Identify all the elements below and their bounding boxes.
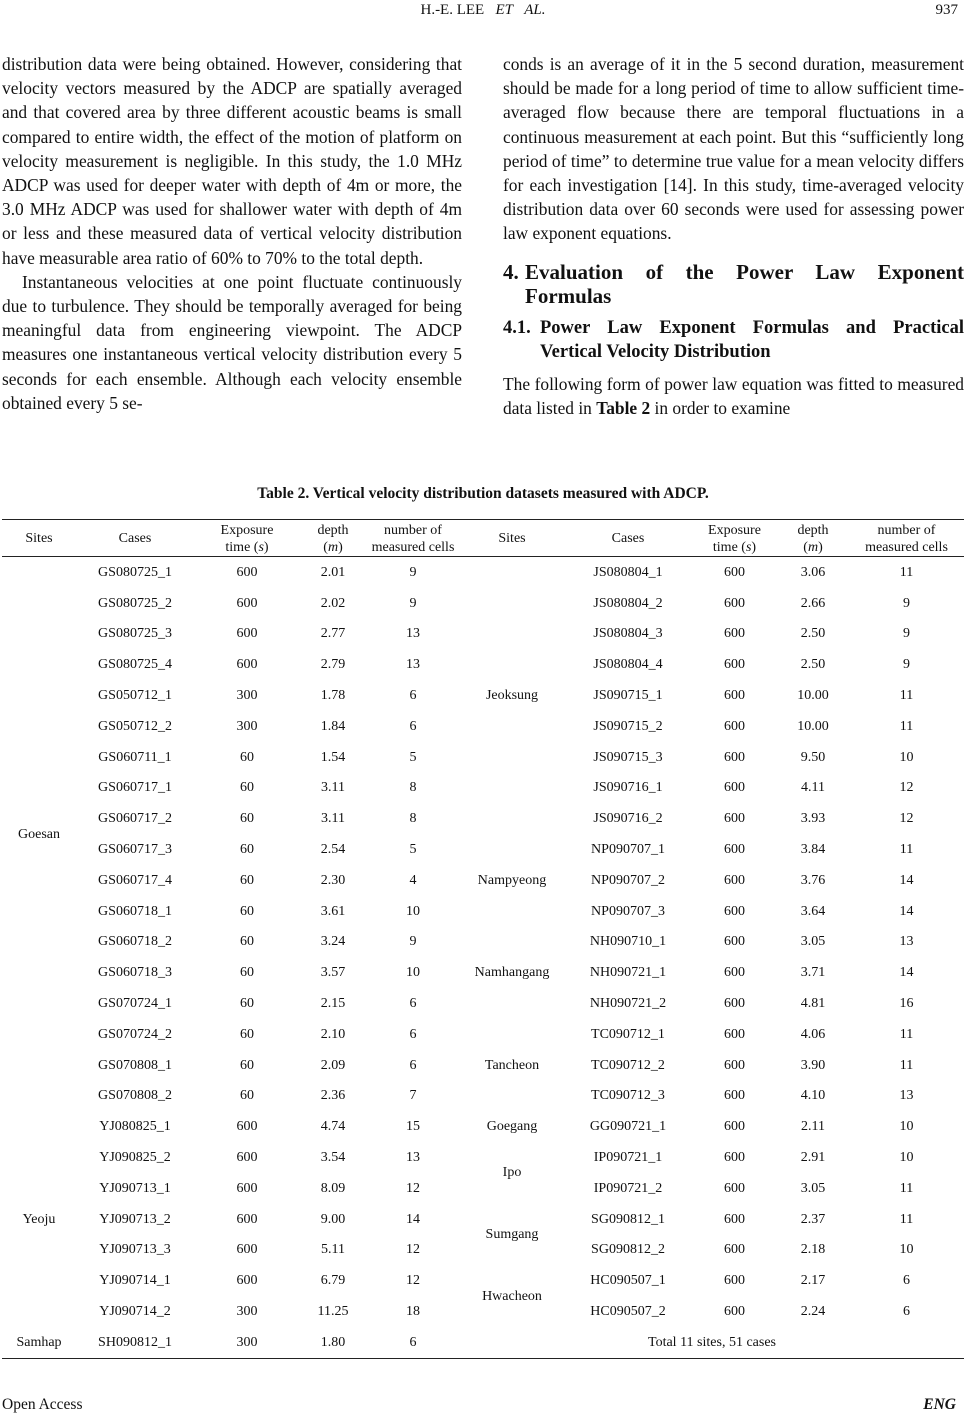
left-cells-cell: 5: [409, 842, 417, 858]
right-depth-cell: 3.90: [800, 1057, 826, 1073]
left-cells-cell: 6: [409, 1057, 417, 1073]
left-cells-cell: 6: [409, 718, 417, 734]
right-depth-cell: 4.11: [801, 780, 825, 796]
right-cells-cell: 6: [903, 1304, 910, 1320]
left-exposure-cell: 60: [240, 842, 254, 858]
subsection-number: 4.1.: [503, 317, 531, 338]
left-cells-cell: 10: [406, 965, 420, 981]
left-case-cell: GS080725_3: [98, 626, 172, 642]
left-exposure-cell: 600: [236, 564, 258, 580]
site-name-cell: Yeoju: [22, 1211, 56, 1227]
right-depth-cell: 4.81: [800, 996, 826, 1012]
right-cells-cell: 13: [899, 1088, 914, 1104]
header-depth-close: ): [818, 539, 823, 555]
left-cells-cell: 18: [406, 1304, 420, 1320]
left-case-cell: YJ090713_2: [99, 1211, 171, 1227]
subsection-title: Power Law Exponent Formulas and Practical Vertical Velocity Distribution: [540, 317, 964, 362]
right-exposure-cell: 600: [724, 688, 745, 704]
left-case-cell: GS050712_1: [98, 688, 172, 704]
header-exposure-label: Exposure: [708, 522, 761, 538]
header-depth-label: depth: [317, 522, 349, 538]
left-exposure-cell: 600: [236, 657, 258, 673]
right-depth-cell: 10.00: [797, 688, 829, 704]
left-cells-cell: 6: [409, 1026, 417, 1042]
right-exposure-cell: 600: [724, 1211, 745, 1227]
right-exposure-cell: 600: [724, 965, 745, 981]
right-exposure-cell: 600: [724, 934, 745, 950]
left-exposure-cell: 60: [240, 811, 254, 827]
left-depth-cell: 3.24: [320, 934, 346, 950]
left-cells-cell: 12: [406, 1180, 420, 1196]
right-cells-cell: 13: [899, 934, 914, 950]
header-exposure: [194, 520, 300, 557]
left-cells-cell: 10: [406, 903, 420, 919]
left-depth-cell: 2.30: [320, 872, 346, 888]
p2-text-end: in order to examine: [650, 397, 791, 418]
running-head-al: AL.: [524, 2, 546, 18]
left-depth-cell: 4.74: [320, 1119, 346, 1135]
right-exposure-cell: 600: [724, 657, 745, 673]
site-name-cell: Tancheon: [484, 1057, 540, 1073]
left-depth-cell: 9.00: [320, 1211, 346, 1227]
right-depth-cell: 4.10: [800, 1088, 826, 1104]
right-depth-cell: 10.00: [797, 718, 829, 734]
right-exposure-cell: 600: [724, 595, 745, 611]
header-exposure-unit: s: [745, 539, 752, 555]
header-cells-label-2: measured cells: [865, 539, 948, 555]
left-case-cell: SH090812_1: [76, 1327, 194, 1358]
right-exposure-cell: 600: [724, 1180, 745, 1196]
left-cells-cell: 6: [409, 996, 417, 1012]
header-sites-2: Sites: [460, 520, 564, 557]
right-case-cell: NH090721_1: [589, 965, 667, 981]
left-depth-cell: 1.84: [320, 718, 346, 734]
left-cells-cell: 4: [409, 872, 417, 888]
right-exposure-cell: 600: [724, 1273, 745, 1289]
right-depth-cell: 3.64: [800, 903, 826, 919]
left-case-cell: GS070808_1: [98, 1057, 172, 1073]
right-depth-cell: 2.50: [800, 657, 826, 673]
left-cells-cell: 9: [409, 934, 417, 950]
left-exposure-cell: 300: [236, 688, 258, 704]
right-depth-cell: 3.71: [800, 965, 826, 981]
table-row: [2, 1111, 964, 1142]
left-cells-cell: 8: [409, 780, 417, 796]
left-exposure-cell: 60: [240, 749, 254, 765]
right-depth-cell: 9.50: [800, 749, 826, 765]
right-depth-cell: 2.66: [800, 595, 826, 611]
right-cells-cell: 9: [903, 626, 910, 642]
right-exposure-cell: 600: [724, 626, 745, 642]
left-depth-cell: 2.10: [320, 1026, 346, 1042]
right-cells-cell: 11: [899, 1026, 914, 1042]
site-name-cell: Ipo: [502, 1165, 522, 1181]
table-reference: Table 2: [596, 397, 651, 418]
section-heading: [503, 260, 964, 308]
site-name-cell: Namhangang: [474, 965, 550, 981]
left-case-cell: GS060718_1: [98, 903, 172, 919]
table-row: [2, 1265, 964, 1296]
right-case-cell: SG090812_2: [591, 1242, 665, 1258]
right-cells-cell: 11: [899, 564, 914, 580]
right-case-cell: JS090715_1: [593, 688, 663, 704]
left-exposure-cell: 60: [240, 996, 254, 1012]
right-case-cell: JS090716_1: [593, 780, 663, 796]
left-case-cell: GS060718_3: [98, 965, 172, 981]
left-cells-cell: 12: [406, 1273, 420, 1289]
header-depth-close: ): [338, 539, 343, 555]
left-case-cell: GS070724_2: [98, 1026, 172, 1042]
site-name-cell: Goesan: [18, 826, 60, 842]
left-depth-cell: 11.25: [317, 1304, 349, 1320]
header-sites: Sites: [2, 520, 76, 557]
left-depth-cell: 5.11: [321, 1242, 345, 1258]
data-table: [2, 519, 964, 1359]
header-cells-label-1: number of: [877, 522, 936, 538]
header-depth-unit: m: [807, 539, 819, 555]
total-summary: Total 11 sites, 51 cases: [460, 1327, 964, 1358]
left-depth-cell: 2.09: [320, 1057, 346, 1073]
right-cells-cell: 14: [899, 965, 914, 981]
left-case-cell: YJ090714_1: [99, 1273, 171, 1289]
right-exposure-cell: 600: [724, 1242, 745, 1258]
right-exposure-cell: 600: [724, 1088, 745, 1104]
left-cells-cell: 5: [409, 749, 417, 765]
right-cells-cell: 14: [899, 872, 914, 888]
left-cells-cell: 13: [406, 657, 420, 673]
left-depth-cell: 3.61: [320, 903, 346, 919]
right-paragraph-2: [503, 372, 964, 420]
left-case-cell: GS050712_2: [98, 718, 172, 734]
footer-journal: ENG: [923, 1396, 956, 1413]
right-exposure-cell: 600: [724, 718, 745, 734]
right-cells-cell: 9: [903, 657, 910, 673]
left-case-cell: GS060711_1: [98, 749, 172, 765]
left-depth-cell: 2.02: [320, 595, 346, 611]
left-exposure-cell: 60: [240, 780, 254, 796]
left-case-cell: GS080725_1: [98, 564, 172, 580]
left-case-cell: GS060717_2: [98, 811, 172, 827]
header-cells-label-1: number of: [384, 522, 442, 538]
left-case-cell: GS060717_4: [98, 872, 172, 888]
left-case-cell: YJ090713_1: [99, 1180, 171, 1196]
header-cells-label-2: measured cells: [371, 539, 455, 555]
left-case-cell: GS080725_2: [98, 595, 172, 611]
right-cells-cell: 10: [899, 1242, 914, 1258]
table-row: [2, 1142, 964, 1173]
left-exposure-cell: 60: [240, 934, 254, 950]
right-case-cell: JS090716_2: [593, 811, 663, 827]
header-exposure-label: Exposure: [220, 522, 274, 538]
right-case-cell: NP090707_1: [591, 842, 665, 858]
left-depth-cell: 2.15: [320, 996, 346, 1012]
right-exposure-cell: 600: [724, 1304, 745, 1320]
left-depth-cell: 3.11: [321, 811, 345, 827]
left-case-cell: GS060718_2: [98, 934, 172, 950]
right-cells-cell: 10: [899, 1119, 914, 1135]
running-head: [0, 2, 966, 19]
site-name-cell: Nampyeong: [477, 872, 547, 888]
header-exposure-time: time (: [225, 539, 259, 555]
table-row: [2, 557, 964, 588]
right-cells-cell: 11: [899, 1180, 914, 1196]
header-exposure-close: ): [751, 539, 757, 555]
header-exposure-time: time (: [712, 539, 746, 555]
left-exposure-cell: 60: [240, 1088, 254, 1104]
left-cells-cell: 12: [406, 1242, 420, 1258]
left-case-cell: GS070808_2: [98, 1088, 172, 1104]
right-case-cell: GG090721_1: [589, 1119, 667, 1135]
left-exposure-cell: 300: [194, 1327, 300, 1358]
right-case-cell: NP090707_3: [591, 903, 665, 919]
header-depth: [300, 520, 366, 557]
left-case-cell: GS060717_3: [98, 842, 172, 858]
left-cells-cell: 8: [409, 811, 417, 827]
p2-text-start: The following form of power law equation was fitted to measured data listed in: [503, 373, 964, 418]
table-row: [2, 1019, 964, 1050]
site-name-cell: Hwacheon: [482, 1288, 542, 1304]
right-depth-cell: 2.50: [800, 626, 826, 642]
right-case-cell: IP090721_2: [593, 1180, 663, 1196]
right-case-cell: JS090715_2: [593, 718, 663, 734]
header-cells-2: [849, 520, 964, 557]
header-cases: Cases: [76, 520, 194, 557]
site-name-cell: Sumgang: [485, 1227, 539, 1243]
left-exposure-cell: 600: [236, 1150, 258, 1166]
right-depth-cell: 2.18: [800, 1242, 826, 1258]
right-case-cell: JS080804_3: [593, 626, 663, 642]
left-exposure-cell: 600: [236, 1119, 258, 1135]
left-exposure-cell: 300: [236, 1304, 258, 1320]
left-exposure-cell: 60: [240, 903, 254, 919]
right-case-cell: NH090721_2: [589, 996, 667, 1012]
right-cells-cell: 14: [899, 903, 914, 919]
right-cells-cell: 9: [903, 595, 910, 611]
header-depth-open: (: [323, 539, 328, 555]
left-case-cell: YJ090825_2: [99, 1150, 171, 1166]
right-cells-cell: 11: [899, 1057, 914, 1073]
right-exposure-cell: 600: [724, 996, 745, 1012]
right-case-cell: JS080804_4: [593, 657, 663, 673]
left-cells-cell: 15: [406, 1119, 420, 1135]
header-exposure-close: ): [263, 539, 269, 555]
right-depth-cell: 3.93: [800, 811, 826, 827]
header-depth-open: (: [803, 539, 808, 555]
right-depth-cell: 2.11: [801, 1119, 825, 1135]
left-depth-cell: 2.77: [320, 626, 346, 642]
running-head-et: ET: [495, 2, 513, 18]
right-paragraph-1: conds is an average of it in the 5 second duration, measurement should be made for a long period of time to allow sufficient time-averaged flow because there are temporal fluctuations in a continuous measurement at each point. But this “sufficiently long period of time” to determine true value for a mean velocity differs for each investigation [14]. In this study, time-averaged velocity distribution data over 60 seconds were used for assessing power law exponent equations.: [503, 54, 964, 244]
page-header: [0, 2, 966, 24]
header-exposure-unit: s: [258, 539, 264, 555]
right-exposure-cell: 600: [724, 872, 745, 888]
right-case-cell: TC090712_2: [591, 1057, 665, 1073]
right-case-cell: TC090712_1: [591, 1026, 665, 1042]
header-cells: [366, 520, 460, 557]
right-depth-cell: 3.76: [800, 872, 826, 888]
site-name-cell: Jeoksung: [485, 688, 539, 704]
header-depth-unit: m: [327, 539, 339, 555]
left-depth-cell: 6.79: [320, 1273, 346, 1289]
right-case-cell: HC090507_1: [590, 1273, 666, 1289]
right-case-cell: SG090812_1: [591, 1211, 665, 1227]
header-depth-2: [777, 520, 849, 557]
right-case-cell: TC090712_3: [591, 1088, 665, 1104]
left-exposure-cell: 600: [236, 1180, 258, 1196]
right-cells-cell: 12: [899, 780, 914, 796]
right-cells-cell: 11: [899, 1211, 914, 1227]
right-exposure-cell: 600: [724, 842, 745, 858]
left-depth-cell: 2.01: [320, 564, 346, 580]
left-depth-cell: 1.78: [320, 688, 346, 704]
table-row: [2, 1204, 964, 1235]
left-paragraph-2: Instantaneous velocities at one point fluctuate continuously due to turbulence. They should be temporally averaged for being meaningful data from engineering viewpoint. The ADCP measures one instantaneous vertical velocity distribution every 5 seconds for each ensemble. Although each velocity ensemble obtained every 5 se-: [2, 271, 462, 413]
left-case-cell: YJ090713_3: [99, 1242, 171, 1258]
left-cells-cell: 7: [409, 1088, 417, 1104]
subsection-heading: [503, 316, 964, 364]
section-title: Evaluation of the Power Law Exponent Formulas: [525, 259, 964, 308]
left-exposure-cell: 600: [236, 1273, 258, 1289]
left-exposure-cell: 300: [236, 718, 258, 734]
left-case-cell: YJ080825_1: [99, 1119, 171, 1135]
left-cells-cell: 13: [406, 626, 420, 642]
right-depth-cell: 3.84: [800, 842, 826, 858]
left-cells-cell: 9: [409, 564, 417, 580]
right-case-cell: JS090715_3: [593, 749, 663, 765]
left-depth-cell: 1.54: [320, 749, 346, 765]
header-depth-label: depth: [797, 522, 829, 538]
right-depth-cell: 2.37: [800, 1211, 826, 1227]
right-depth-cell: 3.05: [800, 934, 826, 950]
left-exposure-cell: 60: [240, 872, 254, 888]
right-depth-cell: 2.91: [800, 1150, 826, 1166]
left-exposure-cell: 600: [236, 1211, 258, 1227]
right-cells-cell: 11: [899, 842, 914, 858]
right-case-cell: JS080804_2: [593, 595, 663, 611]
left-cells-cell: 14: [406, 1211, 420, 1227]
left-cells-cell: 13: [406, 1150, 420, 1166]
right-cells-cell: 10: [899, 749, 914, 765]
left-column: [2, 52, 462, 415]
left-depth-cell: 3.54: [320, 1150, 346, 1166]
right-cells-cell: 11: [899, 718, 914, 734]
left-paragraph-1: distribution data were being obtained. However, considering that velocity vectors measured by the ADCP are spatially averaged and that covered area by three different acoustic beams is small compared to entire width, the effect of the motion of platform on velocity measurement is negligible. In this study, the 1.0 MHz ADCP was used for deeper water with depth of 4m or more, the 3.0 MHz ADCP was used for shallower water with depth of 4m or less and these measured data of vertical velocity distribution have measurable area ratio of 60% to 70% to the total depth.: [2, 54, 462, 268]
table-header: [2, 520, 964, 557]
left-exposure-cell: 60: [240, 1057, 254, 1073]
table-row: [2, 834, 964, 865]
right-depth-cell: 4.06: [800, 1026, 826, 1042]
left-cells-cell: 6: [409, 688, 417, 704]
left-case-cell: GS080725_4: [98, 657, 172, 673]
left-depth-cell: 8.09: [320, 1180, 346, 1196]
right-exposure-cell: 600: [724, 811, 745, 827]
running-head-authors: H.-E. LEE: [420, 2, 485, 18]
left-exposure-cell: 60: [240, 965, 254, 981]
left-cells-cell: 9: [409, 595, 417, 611]
header-exposure-2: [692, 520, 777, 557]
header-cases-2: Cases: [564, 520, 692, 557]
table-row: [2, 1327, 964, 1358]
right-column: [503, 52, 964, 420]
right-case-cell: NH090710_1: [589, 934, 667, 950]
left-depth-cell: 1.80: [300, 1327, 366, 1358]
left-depth-cell: 3.11: [321, 780, 345, 796]
left-case-cell: YJ090714_2: [99, 1304, 171, 1320]
right-exposure-cell: 600: [724, 564, 745, 580]
right-depth-cell: 3.06: [800, 564, 826, 580]
left-case-cell: GS070724_1: [98, 996, 172, 1012]
left-depth-cell: 3.57: [320, 965, 346, 981]
site-name-cell: Goegang: [486, 1119, 538, 1135]
left-depth-cell: 2.54: [320, 842, 346, 858]
right-cells-cell: 10: [899, 1150, 914, 1166]
right-exposure-cell: 600: [724, 1057, 745, 1073]
right-exposure-cell: 600: [724, 1150, 745, 1166]
table-body: [2, 557, 964, 1359]
left-exposure-cell: 600: [236, 1242, 258, 1258]
right-exposure-cell: 600: [724, 749, 745, 765]
page-number: 937: [935, 2, 958, 18]
left-depth-cell: 2.79: [320, 657, 346, 673]
footer-open-access: Open Access: [2, 1396, 83, 1413]
right-depth-cell: 2.17: [800, 1273, 826, 1289]
right-cells-cell: 11: [899, 688, 914, 704]
right-exposure-cell: 600: [724, 780, 745, 796]
right-depth-cell: 2.24: [800, 1304, 826, 1320]
left-exposure-cell: 600: [236, 595, 258, 611]
site-name-cell: Samhap: [2, 1327, 76, 1358]
section-number: 4.: [503, 259, 519, 284]
right-cells-cell: 16: [899, 996, 914, 1012]
left-cells-cell: 6: [366, 1327, 460, 1358]
right-cells-cell: 6: [903, 1273, 910, 1289]
table-caption: Table 2. Vertical velocity distribution datasets measured with ADCP.: [257, 485, 709, 502]
left-case-cell: GS060717_1: [98, 780, 172, 796]
right-cells-cell: 12: [899, 811, 914, 827]
right-case-cell: NP090707_2: [591, 872, 665, 888]
left-exposure-cell: 600: [236, 626, 258, 642]
right-exposure-cell: 600: [724, 1026, 745, 1042]
right-depth-cell: 3.05: [800, 1180, 826, 1196]
right-exposure-cell: 600: [724, 903, 745, 919]
right-case-cell: HC090507_2: [590, 1304, 666, 1320]
right-case-cell: IP090721_1: [593, 1150, 663, 1166]
left-depth-cell: 2.36: [320, 1088, 346, 1104]
table-row: [2, 927, 964, 958]
left-exposure-cell: 60: [240, 1026, 254, 1042]
right-exposure-cell: 600: [724, 1119, 745, 1135]
right-case-cell: JS080804_1: [593, 564, 663, 580]
